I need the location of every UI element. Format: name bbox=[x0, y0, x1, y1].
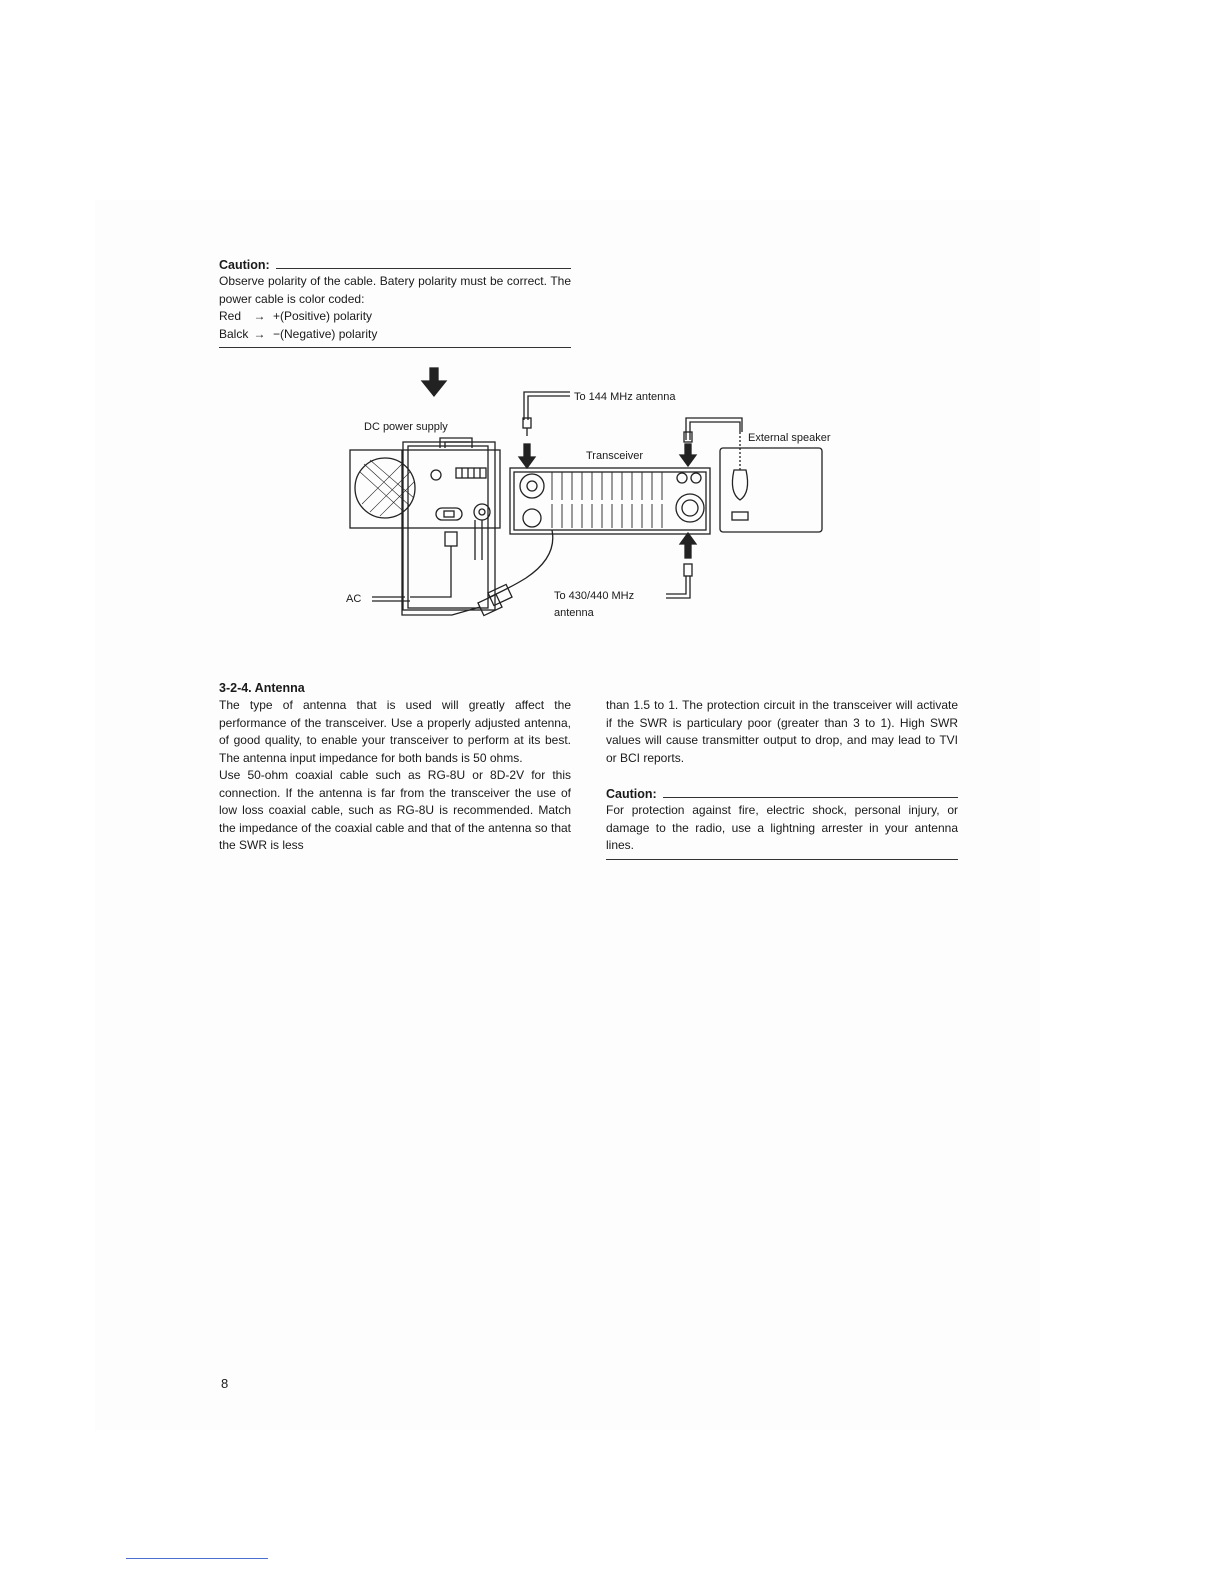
arrow-right-icon: → bbox=[253, 326, 266, 341]
paragraph: The type of antenna that is used will greatly affect the performance of the transceiver. Use a properly adjusted antenna, of good quality, to enable your transceiver to perform at its best. The antenna input impedance for both bands is 50 ohms. bbox=[219, 698, 571, 765]
caution-header bbox=[606, 786, 958, 802]
polarity-line-red bbox=[219, 308, 571, 326]
label-430-antenna-line2: antenna bbox=[554, 607, 594, 619]
polarity-color: Red bbox=[219, 309, 242, 323]
caution-box-polarity bbox=[219, 257, 571, 348]
external-speaker-drawing bbox=[720, 432, 822, 532]
polarity-meaning: +(Positive) polarity bbox=[273, 309, 373, 323]
down-arrow-icon bbox=[422, 368, 446, 396]
caution-body bbox=[606, 802, 958, 855]
antenna-430-cable-drawing bbox=[666, 533, 696, 598]
label-external-speaker: External speaker bbox=[748, 432, 831, 444]
caution-bottom-rule bbox=[219, 347, 571, 348]
speaker-cable-drawing bbox=[680, 418, 742, 466]
caution-rule bbox=[276, 268, 571, 269]
caution-body bbox=[219, 273, 571, 343]
polarity-line-black bbox=[219, 326, 571, 344]
label-dc-power-supply: DC power supply bbox=[364, 421, 448, 433]
label-430-antenna: To 430/440 MHz bbox=[554, 590, 635, 602]
connection-diagram bbox=[330, 360, 860, 630]
caution-box-lightning bbox=[606, 786, 958, 860]
page-number: 8 bbox=[221, 1376, 229, 1391]
caution-rule bbox=[663, 797, 958, 798]
paragraph: than 1.5 to 1. The protection circuit in the transceiver will activate if the SWR is particulary poor (greater than 3 to 1). High SWR values will cause transmitter output to drop, and may lead to TVI or BCI reports. bbox=[606, 698, 958, 765]
antenna-144-cable-drawing bbox=[519, 392, 570, 468]
label-144-antenna: To 144 MHz antenna bbox=[574, 391, 676, 403]
label-ac: AC bbox=[346, 593, 362, 605]
label-transceiver: Transceiver bbox=[586, 450, 644, 462]
footer-rule bbox=[126, 1558, 268, 1559]
section-title: 3-2-4. Antenna bbox=[219, 681, 305, 695]
caution-label: Caution: bbox=[606, 787, 657, 801]
polarity-meaning: −(Negative) polarity bbox=[273, 326, 378, 341]
caution-text: Observe polarity of the cable. Batery polarity must be correct. The power cable is color coded: bbox=[219, 274, 571, 306]
polarity-color: Balck bbox=[219, 326, 249, 341]
caution-header bbox=[219, 257, 571, 273]
ac-cord-drawing bbox=[372, 450, 480, 615]
paragraph: Use 50-ohm coaxial cable such as RG-8U or 8D-2V for this connection. If the antenna is far from the transceiver the use of low loss coaxial cable, such as RG-8U is recommended. Match the impedance of the coaxial cable and that of the antenna so that the SWR is less bbox=[219, 768, 571, 852]
antenna-text-left bbox=[219, 697, 571, 855]
caution-bottom-rule bbox=[606, 859, 958, 860]
caution-label: Caution: bbox=[219, 258, 270, 272]
caution-text: For protection against fire, electric shock, personal injury, or damage to the radio, use a lightning arrester in your antenna lines. bbox=[606, 803, 958, 852]
antenna-text-right bbox=[606, 697, 958, 767]
arrow-right-icon: → bbox=[253, 309, 266, 323]
dc-power-supply-drawing bbox=[350, 438, 500, 610]
